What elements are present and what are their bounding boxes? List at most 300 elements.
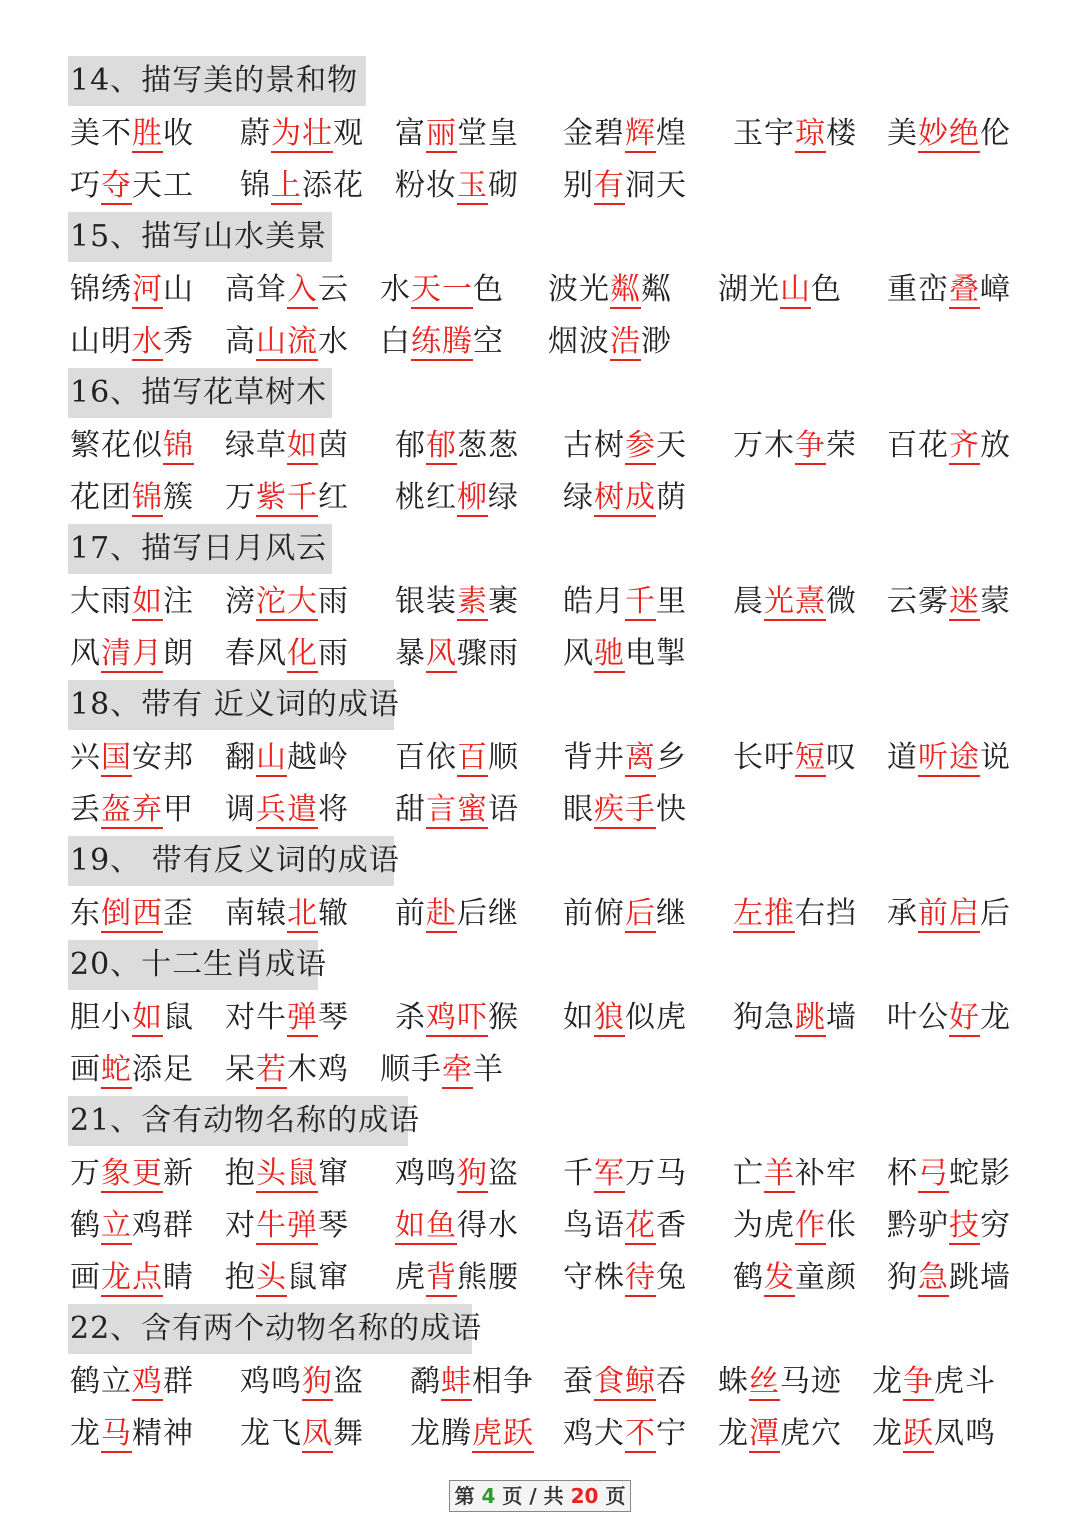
character: 妆 (426, 168, 457, 203)
character: 鸡 (563, 1416, 594, 1451)
character: 暴 (395, 636, 426, 671)
character: 观 (333, 116, 364, 151)
character: 甲 (163, 792, 194, 827)
character: 木 (764, 428, 795, 463)
highlighted-character: 言 (426, 792, 457, 827)
character: 砌 (488, 168, 519, 203)
character: 手 (411, 1052, 442, 1087)
section-heading: 17、描写日月风云 (68, 524, 332, 574)
character: 郁 (395, 428, 426, 463)
highlighted-character: 头 (256, 1260, 287, 1295)
character: 万 (733, 428, 764, 463)
character: 龙 (718, 1416, 749, 1451)
character: 牛 (256, 1000, 287, 1035)
character: 急 (764, 1000, 795, 1035)
character: 别 (563, 168, 594, 203)
character: 骤 (457, 636, 488, 671)
highlighted-character: 水 (132, 324, 163, 359)
highlighted-character: 急 (918, 1260, 949, 1295)
idiom (563, 998, 687, 1038)
character: 鸟 (563, 1208, 594, 1243)
character: 穴 (811, 1416, 842, 1451)
character: 快 (656, 792, 687, 827)
highlighted-character: 一 (442, 272, 473, 307)
character: 辕 (256, 896, 287, 931)
character: 水 (488, 1208, 519, 1243)
idiom (70, 1206, 194, 1246)
character: 龙 (70, 1416, 101, 1451)
page-footer (449, 1480, 631, 1512)
highlighted-character: 成 (625, 480, 656, 515)
highlighted-character: 牵 (442, 1052, 473, 1087)
character: 波 (579, 324, 610, 359)
character: 香 (656, 1208, 687, 1243)
character: 乡 (656, 740, 687, 775)
character: 滂 (225, 584, 256, 619)
highlighted-character: 跳 (795, 1000, 826, 1035)
idiom (70, 738, 194, 778)
character: 添 (302, 168, 333, 203)
character: 春 (225, 636, 256, 671)
character: 胆 (70, 1000, 101, 1035)
character: 锦 (70, 272, 101, 307)
current-page-number: 4 (481, 1484, 496, 1508)
idiom (395, 634, 519, 674)
idiom (70, 998, 194, 1038)
character: 天 (132, 168, 163, 203)
idiom (70, 322, 194, 362)
character: 鼠 (287, 1260, 318, 1295)
highlighted-character: 如 (395, 1208, 426, 1243)
character: 风 (70, 636, 101, 671)
idiom (718, 1362, 842, 1402)
character: 龙 (872, 1364, 903, 1399)
character: 鹤 (733, 1260, 764, 1295)
character: 万 (225, 480, 256, 515)
highlighted-character: 鱼 (426, 1208, 457, 1243)
highlighted-character: 兵 (256, 792, 287, 827)
idiom (240, 1414, 364, 1454)
character: 月 (594, 584, 625, 619)
character: 安 (132, 740, 163, 775)
character: 羊 (473, 1052, 504, 1087)
character: 注 (163, 584, 194, 619)
highlighted-character: 争 (795, 428, 826, 463)
idiom (70, 478, 194, 518)
character: 电 (625, 636, 656, 671)
character: 鹤 (70, 1364, 101, 1399)
character: 斗 (965, 1364, 996, 1399)
highlighted-character: 蚌 (441, 1364, 472, 1399)
character: 琴 (318, 1208, 349, 1243)
character: 为 (733, 1208, 764, 1243)
idiom (70, 790, 194, 830)
character: 驴 (918, 1208, 949, 1243)
character: 烟 (548, 324, 579, 359)
character: 雨 (318, 636, 349, 671)
idiom (887, 738, 1011, 778)
highlighted-character: 短 (795, 740, 826, 775)
idiom (563, 166, 687, 206)
character: 煌 (656, 116, 687, 151)
idiom (395, 1258, 519, 1298)
character: 叶 (887, 1000, 918, 1035)
highlighted-character: 树 (594, 480, 625, 515)
highlighted-character: 腾 (442, 324, 473, 359)
character: 虎 (934, 1364, 965, 1399)
character: 龙 (240, 1416, 271, 1451)
character: 雾 (918, 584, 949, 619)
highlighted-character: 千 (625, 584, 656, 619)
idiom (733, 1206, 857, 1246)
idiom (563, 478, 687, 518)
character: 穷 (980, 1208, 1011, 1243)
idiom (70, 426, 194, 466)
highlighted-character: 蛇 (101, 1052, 132, 1087)
character: 窜 (318, 1260, 349, 1295)
character: 波 (548, 272, 579, 307)
idiom (563, 1258, 687, 1298)
character: 亡 (733, 1156, 764, 1191)
character: 将 (318, 792, 349, 827)
character: 宁 (656, 1416, 687, 1451)
character: 足 (163, 1052, 194, 1087)
character: 丢 (70, 792, 101, 827)
highlighted-character: 狗 (302, 1364, 333, 1399)
idiom (410, 1414, 534, 1454)
character: 洞 (625, 168, 656, 203)
highlighted-character: 北 (287, 896, 318, 931)
character: 承 (887, 896, 918, 931)
character: 群 (163, 1364, 194, 1399)
highlighted-character: 若 (256, 1052, 287, 1087)
character: 后 (980, 896, 1011, 931)
character: 兔 (656, 1260, 687, 1295)
highlighted-character: 绝 (949, 116, 980, 151)
character: 龙 (410, 1416, 441, 1451)
character: 山 (163, 272, 194, 307)
highlighted-character: 倒 (101, 896, 132, 931)
character: 语 (594, 1208, 625, 1243)
character: 百 (887, 428, 918, 463)
character: 凤 (934, 1416, 965, 1451)
highlighted-character: 丝 (749, 1364, 780, 1399)
highlighted-character: 胜 (132, 116, 163, 151)
character: 语 (488, 792, 519, 827)
idiom (70, 582, 194, 622)
character: 空 (473, 324, 504, 359)
idiom (225, 634, 349, 674)
character: 吁 (764, 740, 795, 775)
character: 岭 (318, 740, 349, 775)
character: 万 (70, 1156, 101, 1191)
idiom (887, 270, 1011, 310)
character: 画 (70, 1052, 101, 1087)
idiom (225, 478, 349, 518)
highlighted-character: 锦 (132, 480, 163, 515)
highlighted-character: 紫 (256, 480, 287, 515)
character: 似 (625, 1000, 656, 1035)
idiom (395, 582, 519, 622)
highlighted-character: 辉 (625, 116, 656, 151)
highlighted-character: 途 (949, 740, 980, 775)
character: 云 (318, 272, 349, 307)
character: 峦 (918, 272, 949, 307)
character: 绿 (225, 428, 256, 463)
character: 晨 (733, 584, 764, 619)
idiom (563, 582, 687, 622)
character: 鸡 (318, 1052, 349, 1087)
highlighted-character: 上 (271, 168, 302, 203)
character: 花 (333, 168, 364, 203)
highlighted-character: 清 (101, 636, 132, 671)
character: 大 (70, 584, 101, 619)
highlighted-character: 熹 (795, 584, 826, 619)
character: 睛 (163, 1260, 194, 1295)
highlighted-character: 鲸 (625, 1364, 656, 1399)
idiom (70, 1362, 194, 1402)
highlighted-character: 弹 (287, 1000, 318, 1035)
highlighted-character: 技 (949, 1208, 980, 1243)
highlighted-character: 虎 (472, 1416, 503, 1451)
character: 长 (733, 740, 764, 775)
character: 守 (563, 1260, 594, 1295)
character: 龙 (872, 1416, 903, 1451)
character: 株 (594, 1260, 625, 1295)
highlighted-character: 山 (780, 272, 811, 307)
idiom (548, 322, 672, 362)
highlighted-character: 国 (101, 740, 132, 775)
highlighted-character: 弹 (287, 1208, 318, 1243)
character: 富 (395, 116, 426, 151)
highlighted-character: 发 (764, 1260, 795, 1295)
character: 墙 (980, 1260, 1011, 1295)
character: 虎 (764, 1208, 795, 1243)
highlighted-character: 头 (256, 1156, 287, 1191)
idiom (395, 166, 519, 206)
idiom (240, 114, 364, 154)
highlighted-character: 好 (949, 1000, 980, 1035)
character: 眼 (563, 792, 594, 827)
character: 黔 (887, 1208, 918, 1243)
highlighted-character: 龙 (101, 1260, 132, 1295)
character: 掣 (656, 636, 687, 671)
idiom (563, 426, 687, 466)
highlighted-character: 壮 (302, 116, 333, 151)
character: 收 (163, 116, 194, 151)
highlighted-character: 不 (625, 1416, 656, 1451)
character: 继 (488, 896, 519, 931)
character: 腾 (441, 1416, 472, 1451)
character: 美 (70, 116, 101, 151)
idiom (70, 270, 194, 310)
character: 风 (563, 636, 594, 671)
character: 鸣 (271, 1364, 302, 1399)
character: 明 (101, 324, 132, 359)
character: 精 (132, 1416, 163, 1451)
character: 鸡 (240, 1364, 271, 1399)
character: 影 (980, 1156, 1011, 1191)
character: 微 (826, 584, 857, 619)
idiom (733, 894, 857, 934)
character: 井 (594, 740, 625, 775)
highlighted-character: 盔 (101, 792, 132, 827)
character: 补 (795, 1156, 826, 1191)
idiom (887, 1258, 1011, 1298)
character: 似 (132, 428, 163, 463)
highlighted-character: 流 (287, 324, 318, 359)
character: 道 (887, 740, 918, 775)
character: 金 (563, 116, 594, 151)
character: 盗 (488, 1156, 519, 1191)
highlighted-character: 食 (594, 1364, 625, 1399)
highlighted-character: 作 (795, 1208, 826, 1243)
idiom (887, 114, 1011, 154)
idiom (563, 1206, 687, 1246)
highlighted-character: 月 (132, 636, 163, 671)
character: 杀 (395, 1000, 426, 1035)
highlighted-character: 柳 (457, 480, 488, 515)
character: 歪 (163, 896, 194, 931)
character: 虎 (395, 1260, 426, 1295)
idiom (225, 738, 349, 778)
idiom (395, 894, 519, 934)
character: 水 (380, 272, 411, 307)
character: 辙 (318, 896, 349, 931)
idiom (395, 1154, 519, 1194)
character: 古 (563, 428, 594, 463)
character: 嶂 (980, 272, 1011, 307)
character: 绣 (101, 272, 132, 307)
idiom (733, 426, 857, 466)
character: 碧 (594, 116, 625, 151)
highlighted-character: 有 (594, 168, 625, 203)
character: 巧 (70, 168, 101, 203)
idiom (395, 478, 519, 518)
character: 堂 (457, 116, 488, 151)
character: 耸 (256, 272, 287, 307)
character: 树 (594, 428, 625, 463)
character: 俯 (594, 896, 625, 931)
character: 不 (101, 116, 132, 151)
highlighted-character: 入 (287, 272, 318, 307)
character: 画 (70, 1260, 101, 1295)
idiom (548, 270, 672, 310)
character: 山 (70, 324, 101, 359)
character: 童 (795, 1260, 826, 1295)
highlighted-character: 锦 (163, 428, 194, 463)
highlighted-character: 待 (625, 1260, 656, 1295)
character: 杯 (887, 1156, 918, 1191)
idiom (718, 270, 842, 310)
character: 繁 (70, 428, 101, 463)
character: 光 (579, 272, 610, 307)
highlighted-character: 狼 (594, 1000, 625, 1035)
character: 花 (70, 480, 101, 515)
character: 蒙 (980, 584, 1011, 619)
section-heading: 16、描写花草树木 (68, 368, 332, 418)
character: 皇 (488, 116, 519, 151)
highlighted-character: 西 (132, 896, 163, 931)
idiom (225, 1258, 349, 1298)
character: 甜 (395, 792, 426, 827)
idiom (225, 426, 349, 466)
highlighted-character: 丽 (426, 116, 457, 151)
character: 公 (918, 1000, 949, 1035)
character: 桃 (395, 480, 426, 515)
character: 天 (656, 168, 687, 203)
idiom (887, 582, 1011, 622)
character: 跳 (949, 1260, 980, 1295)
highlighted-character: 素 (457, 584, 488, 619)
highlighted-character: 百 (457, 740, 488, 775)
highlighted-character: 军 (594, 1156, 625, 1191)
idiom (563, 738, 687, 778)
character: 渺 (641, 324, 672, 359)
idiom (733, 998, 857, 1038)
character: 簇 (163, 480, 194, 515)
idiom (225, 1050, 349, 1090)
character: 相 (472, 1364, 503, 1399)
idiom (395, 790, 519, 830)
character: 兴 (70, 740, 101, 775)
character: 蚕 (563, 1364, 594, 1399)
character: 花 (918, 428, 949, 463)
character: 群 (163, 1208, 194, 1243)
character: 宇 (764, 116, 795, 151)
idiom (380, 322, 504, 362)
character: 吞 (656, 1364, 687, 1399)
highlighted-character: 遣 (287, 792, 318, 827)
character: 马 (780, 1364, 811, 1399)
idiom (718, 1414, 842, 1454)
character: 立 (101, 1364, 132, 1399)
character: 虎 (780, 1416, 811, 1451)
character: 马 (656, 1156, 687, 1191)
character: 新 (163, 1156, 194, 1191)
character: 风 (256, 636, 287, 671)
character: 云 (887, 584, 918, 619)
character: 飞 (271, 1416, 302, 1451)
character: 里 (656, 584, 687, 619)
idiom (733, 114, 857, 154)
idiom (733, 1154, 857, 1194)
character: 鸡 (395, 1156, 426, 1191)
idiom (225, 1154, 349, 1194)
idiom (70, 166, 194, 206)
highlighted-character: 离 (625, 740, 656, 775)
character: 蔚 (240, 116, 271, 151)
character: 狗 (733, 1000, 764, 1035)
character: 鸡 (132, 1208, 163, 1243)
character: 天 (656, 428, 687, 463)
idiom (70, 1154, 194, 1194)
character: 荫 (656, 480, 687, 515)
idiom (410, 1362, 534, 1402)
character: 琴 (318, 1000, 349, 1035)
highlighted-character: 立 (101, 1208, 132, 1243)
highlighted-character: 弓 (918, 1156, 949, 1191)
character: 花 (101, 428, 132, 463)
highlighted-character: 鸡 (132, 1364, 163, 1399)
character: 茵 (318, 428, 349, 463)
character: 重 (887, 272, 918, 307)
highlighted-character: 花 (625, 1208, 656, 1243)
idiom (563, 1414, 687, 1454)
highlighted-character: 跃 (503, 1416, 534, 1451)
idiom (563, 894, 687, 934)
highlighted-character: 跃 (903, 1416, 934, 1451)
